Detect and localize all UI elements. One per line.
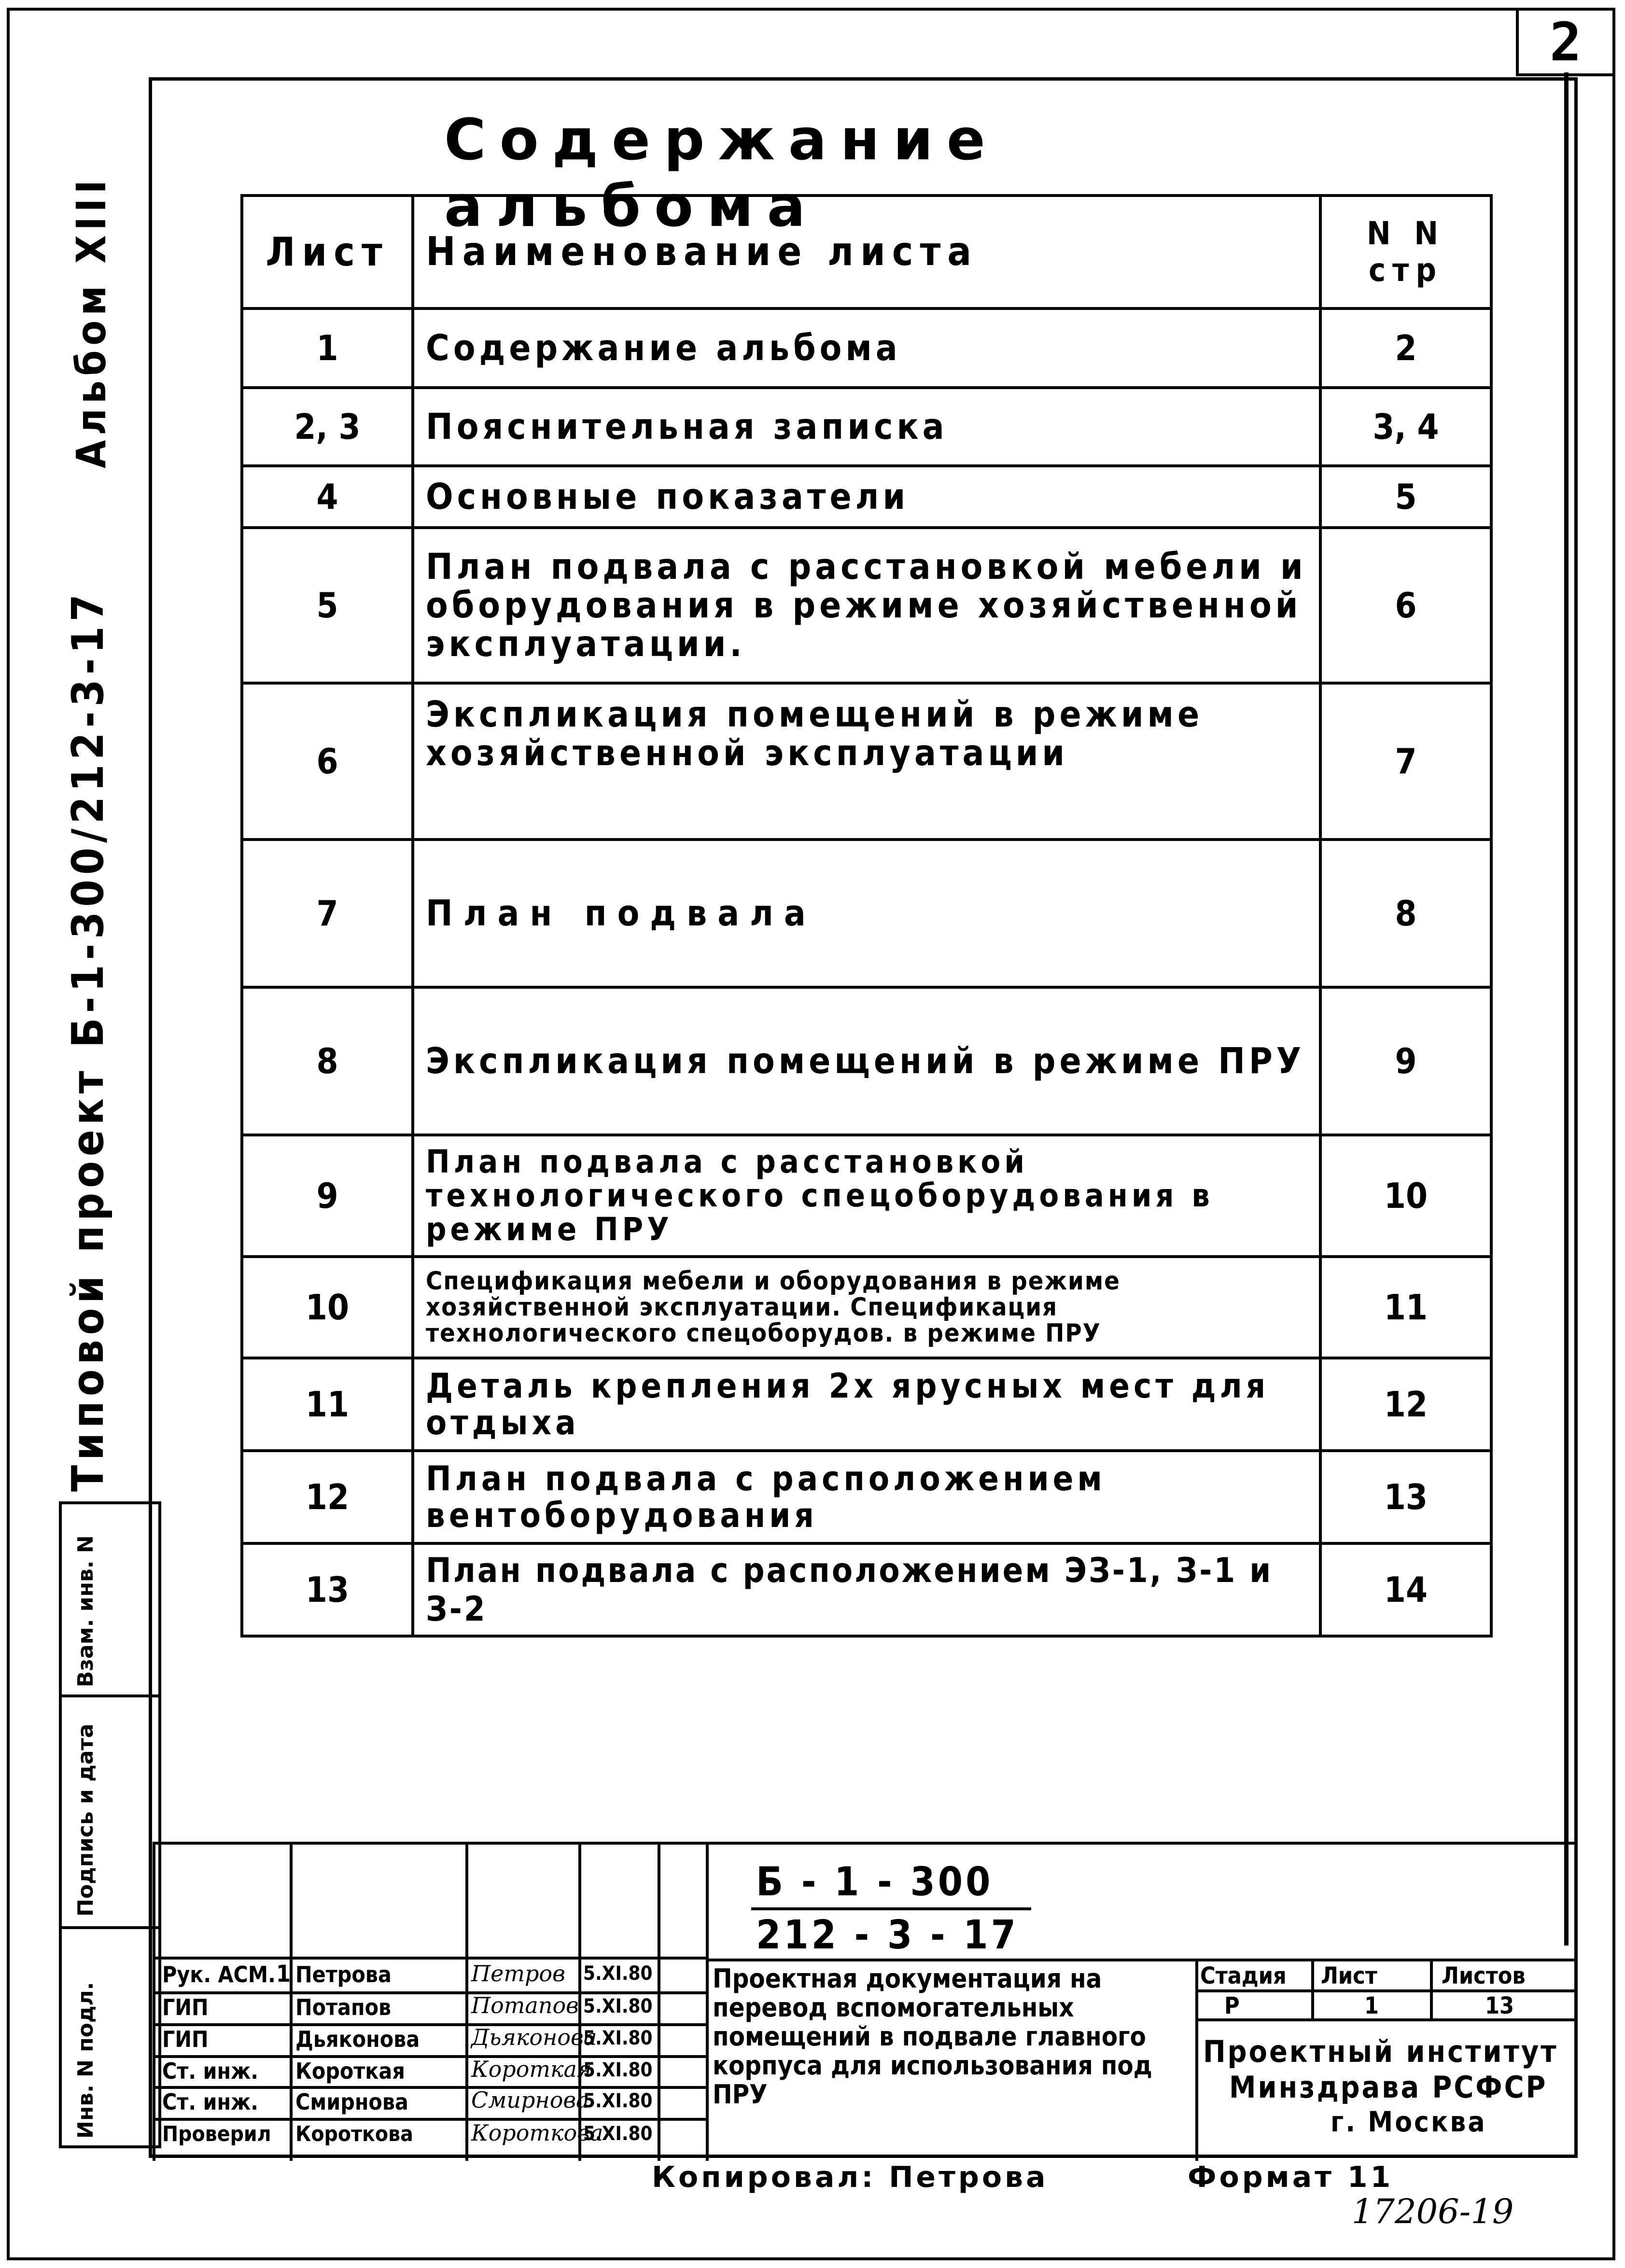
- row-sheet: 1: [242, 308, 413, 388]
- title-block: [153, 1842, 1578, 2161]
- table-row: [242, 683, 1491, 840]
- staff-date: 5.XI.80: [583, 2059, 653, 2081]
- organization-line2: Минздрава РСФСР: [1229, 2070, 1548, 2105]
- tb-line: [1195, 1959, 1198, 2161]
- stamp-line: [59, 1501, 161, 1504]
- staff-name: Петрова: [295, 1961, 392, 1988]
- table-row: [242, 308, 1491, 388]
- stamp-replace-label: Взам. инв. N: [73, 1535, 98, 1687]
- row-name: Пояснительная записка: [413, 388, 1320, 466]
- tb-line: [465, 1845, 468, 2161]
- staff-role: Ст. инж.: [162, 2089, 258, 2115]
- tb-line: [153, 2023, 706, 2026]
- paper-format: Формат 11: [1188, 2160, 1394, 2194]
- row-page: 10: [1320, 1135, 1491, 1257]
- row-page: 8: [1320, 840, 1491, 987]
- organization-line3: г. Москва: [1331, 2105, 1487, 2138]
- tb-line: [153, 1991, 706, 1994]
- row-name: План подвала с расстановкой технологического спецоборудования в режиме ПРУ: [413, 1135, 1320, 1257]
- table-row: [242, 528, 1491, 683]
- row-page: 5: [1320, 466, 1491, 528]
- table-row: [242, 840, 1491, 987]
- organization-line1: Проектный институт: [1203, 2034, 1558, 2069]
- sheets-header: Листов: [1442, 1962, 1526, 1989]
- row-page: 9: [1320, 987, 1491, 1135]
- staff-date: 5.XI.80: [583, 2027, 653, 2049]
- staff-date: 5.XI.80: [583, 2123, 653, 2145]
- row-name: Экспликация помещений в режиме ПРУ: [413, 987, 1320, 1135]
- staff-signature: Короткова: [471, 2120, 603, 2146]
- row-sheet: 13: [242, 1543, 413, 1636]
- drawing-description: Проектная документация на перевод вспомогательных помещений в подвале главного корпуса для использования под ПРУ: [713, 1963, 1152, 2110]
- archive-number: 17206-19: [1352, 2192, 1514, 2231]
- row-sheet: 8: [242, 987, 413, 1135]
- table-row: [242, 1543, 1491, 1636]
- row-name: Деталь крепления 2х ярусных мест для отдыха: [413, 1358, 1320, 1451]
- sheet-header: Лист: [1321, 1962, 1377, 1989]
- tb-line: [658, 1845, 660, 2161]
- row-page: 3, 4: [1320, 388, 1491, 466]
- project-code-2: 212 - 3 - 17: [756, 1912, 1019, 1958]
- code-underline: [751, 1907, 1031, 1910]
- row-page: 2: [1320, 308, 1491, 388]
- stamp-inv-label: Инв. N подл.: [73, 1982, 98, 2139]
- copied-by: Копировал: Петрова: [652, 2160, 1049, 2194]
- table-row: [242, 1451, 1491, 1543]
- staff-date: 5.XI.80: [583, 1962, 653, 1985]
- side-album-label: Альбом XIII: [68, 175, 115, 468]
- row-page: 12: [1320, 1358, 1491, 1451]
- row-sheet: 5: [242, 528, 413, 683]
- staff-name: Короткова: [295, 2122, 413, 2146]
- tb-line: [706, 1845, 709, 2161]
- tb-line: [153, 1957, 706, 1960]
- staff-signature: Короткая: [471, 2056, 592, 2082]
- row-sheet: 11: [242, 1358, 413, 1451]
- staff-date: 5.XI.80: [583, 1995, 653, 2017]
- page-number: 2: [1516, 8, 1615, 76]
- tb-line: [1430, 1959, 1433, 2018]
- row-name: План подвала с расположением ЭЗ-1, З-1 и З-2: [413, 1543, 1320, 1636]
- row-page: 7: [1320, 683, 1491, 840]
- tb-line: [153, 2118, 706, 2121]
- row-sheet: 7: [242, 840, 413, 987]
- row-sheet: 2, 3: [242, 388, 413, 466]
- revision-mark: 1: [276, 1960, 291, 1988]
- tb-line: [706, 1959, 1578, 1961]
- table-row: [242, 1257, 1491, 1358]
- staff-role: Ст. инж.: [162, 2058, 258, 2084]
- sheet-value: 1: [1364, 1992, 1379, 2019]
- tb-line: [290, 1845, 293, 2161]
- row-sheet: 10: [242, 1257, 413, 1358]
- staff-signature: Петров: [471, 1960, 565, 1987]
- staff-role: ГИП: [162, 1994, 209, 2020]
- staff-signature: Дьяконова: [471, 2024, 597, 2050]
- tb-line: [153, 1845, 155, 2161]
- row-name: Основные показатели: [413, 466, 1320, 528]
- staff-signature: Потапов: [471, 1992, 579, 2018]
- sheets-value: 13: [1485, 1992, 1514, 2019]
- row-name: План подвала с расстановкой мебели и оборудования в режиме хозяйственной эксплуатации.: [413, 528, 1320, 683]
- row-name: Содержание альбома: [413, 308, 1320, 388]
- tb-line: [1311, 1959, 1314, 2018]
- stamp-sign-date-label: Подпись и дата: [73, 1723, 98, 1917]
- table-row: [242, 466, 1491, 528]
- row-sheet: 4: [242, 466, 413, 528]
- right-edge-strip: [1564, 72, 1569, 1946]
- stage-header: Стадия: [1200, 1962, 1287, 1989]
- album-title: Содержание альбома: [444, 106, 999, 239]
- row-sheet: 9: [242, 1135, 413, 1257]
- staff-name: Короткая: [295, 2058, 405, 2084]
- staff-name: Дьяконова: [295, 2026, 420, 2052]
- row-sheet: 12: [242, 1451, 413, 1543]
- staff-name: Потапов: [295, 1994, 392, 2020]
- row-page: 11: [1320, 1257, 1491, 1358]
- contents-table: [240, 194, 1493, 1638]
- header-sheet: Лист: [242, 196, 413, 308]
- table-header-row: [242, 196, 1491, 308]
- table-row: [242, 388, 1491, 466]
- row-name: Экспликация помещений в режиме хозяйственной эксплуатации: [413, 683, 1320, 840]
- project-code-1: Б - 1 - 300: [756, 1859, 994, 1905]
- tb-line: [1195, 1989, 1578, 1992]
- staff-role: Проверил: [162, 2122, 271, 2146]
- header-page: N N стр: [1320, 196, 1491, 308]
- staff-role: ГИП: [162, 2026, 209, 2052]
- staff-date: 5.XI.80: [583, 2090, 653, 2112]
- tb-line: [1195, 2018, 1578, 2021]
- staff-signature: Смирнова: [471, 2087, 589, 2113]
- stamp-line: [59, 1926, 161, 1929]
- stamp-line: [59, 1694, 161, 1697]
- staff-role: Рук. АСМ.: [162, 1961, 276, 1988]
- row-sheet: 6: [242, 683, 413, 840]
- row-name: План подвала: [413, 840, 1320, 987]
- table-row: [242, 1135, 1491, 1257]
- row-page: 14: [1320, 1543, 1491, 1636]
- row-name: План подвала с расположением вентоборудования: [413, 1451, 1320, 1543]
- row-name: Спецификация мебели и оборудования в режиме хозяйственной эксплуатации. Спецификация технологического спецоборудов. в режиме ПРУ: [413, 1257, 1320, 1358]
- side-project-label: Типовой проект Б-1-300/212-3-17: [63, 589, 113, 1492]
- row-page: 13: [1320, 1451, 1491, 1543]
- left-stamp: [59, 1501, 159, 2148]
- table-row: [242, 1358, 1491, 1451]
- row-page: 6: [1320, 528, 1491, 683]
- staff-name: Смирнова: [295, 2089, 408, 2115]
- stage-value: Р: [1224, 1992, 1240, 2019]
- table-row: [242, 987, 1491, 1135]
- header-name: Наименование листа: [413, 196, 1320, 308]
